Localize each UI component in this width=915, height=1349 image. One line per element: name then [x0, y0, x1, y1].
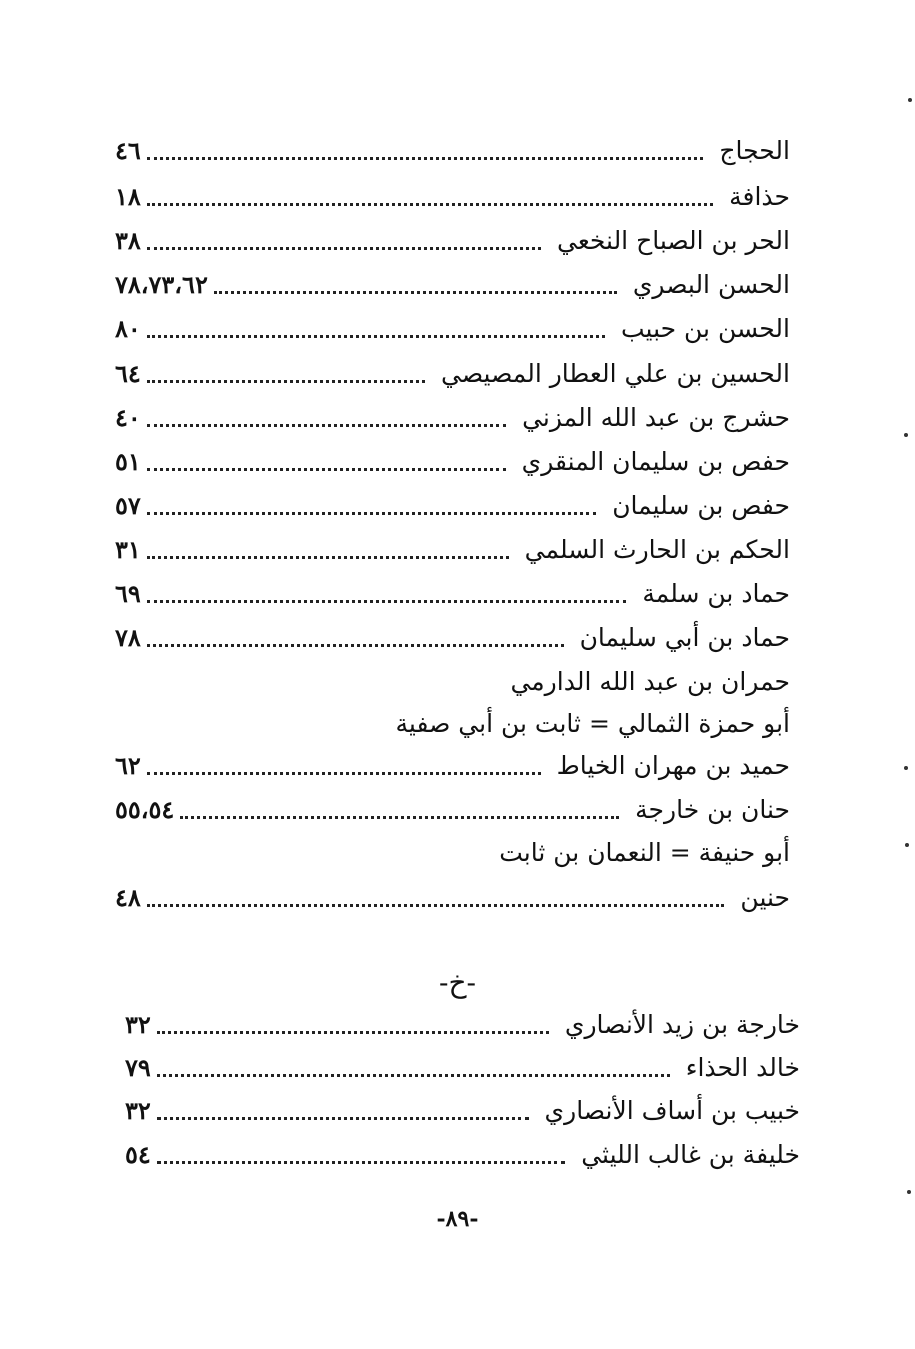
dot-leader: [157, 1009, 549, 1034]
dot-leader: [147, 313, 605, 338]
scan-speck: [907, 1190, 911, 1194]
dot-leader: [147, 446, 506, 471]
entry-name: حنان بن خارجة: [635, 794, 790, 824]
index-entry: [125, 1090, 800, 1130]
entry-pages: ٦٤: [115, 358, 141, 388]
entry-name: الحجاج: [719, 135, 790, 165]
entry-name: خارجة بن زيد الأنصاري: [564, 1009, 800, 1039]
entry-name: حميد بن مهران الخياط: [556, 750, 790, 780]
dot-leader: [147, 578, 627, 603]
dot-leader: [147, 181, 713, 206]
section-heading: -خ-: [439, 966, 476, 999]
index-entry: [115, 353, 790, 393]
scan-speck: [904, 433, 908, 437]
entry-name: خليفة بن غالب الليثي: [581, 1139, 800, 1169]
entry-pages: ٨٠: [115, 313, 141, 343]
scan-speck: [905, 843, 909, 847]
index-entry: [115, 877, 790, 917]
index-entry: [115, 176, 790, 216]
entry-name: أبو حنيفة = النعمان بن ثابت: [499, 837, 790, 867]
entry-name: خالد الحذاء: [685, 1052, 800, 1082]
dot-leader: [147, 135, 704, 160]
entry-name: حماد بن أبي سليمان: [579, 622, 790, 652]
entry-name: حماد بن سلمة: [642, 578, 790, 608]
index-entry: [115, 130, 790, 170]
index-entry: [115, 529, 790, 569]
entry-name: حذافة: [729, 181, 790, 211]
entry-pages: ٣٢: [125, 1095, 151, 1125]
index-entry: [115, 264, 790, 304]
entry-pages: ١٨: [115, 181, 141, 211]
entry-pages: ٥١: [115, 446, 141, 476]
entry-pages: ٤٠: [115, 402, 141, 432]
entry-pages: ٧٨: [115, 622, 141, 652]
entry-pages: ٥٤: [125, 1139, 151, 1169]
dot-leader: [180, 794, 619, 819]
entry-name: الحسن بن حبيب: [620, 313, 790, 343]
dot-leader: [147, 358, 425, 383]
entry-name: حفص بن سليمان: [612, 490, 790, 520]
index-entry: [115, 397, 790, 437]
index-entry: [125, 1047, 800, 1087]
entry-pages: ٣٨: [115, 225, 141, 255]
dot-leader: [147, 402, 506, 427]
index-entry: [115, 441, 790, 481]
entry-name: أبو حمزة الثمالي = ثابت بن أبي صفية: [395, 708, 790, 738]
index-entry: [115, 832, 790, 872]
index-entry: [115, 703, 790, 743]
entry-pages: ٦٩: [115, 578, 141, 608]
entry-pages: ٥٧: [115, 490, 141, 520]
index-entry: [125, 1134, 800, 1174]
index-entry: [115, 745, 790, 785]
entry-pages: ٥٥،٥٤: [115, 794, 175, 824]
index-entry: [115, 789, 790, 829]
dot-leader: [147, 882, 725, 907]
entry-pages: ٧٩: [125, 1052, 151, 1082]
index-entry: [115, 617, 790, 657]
entry-name: حنين: [740, 882, 790, 912]
entry-pages: ٤٨: [115, 882, 141, 912]
entry-pages: ٣١: [115, 534, 141, 564]
entry-name: حشرج بن عبد الله المزني: [522, 402, 790, 432]
dot-leader: [147, 622, 564, 647]
entry-pages: ٦٢: [115, 750, 141, 780]
dot-leader: [147, 534, 509, 559]
entry-name: حمران بن عبد الله الدارمي: [510, 666, 790, 696]
dot-leader: [147, 490, 596, 515]
entry-pages: ٤٦: [115, 135, 141, 165]
dot-leader: [157, 1139, 565, 1164]
entry-name: خبيب بن أساف الأنصاري: [544, 1095, 800, 1125]
page-number: -٨٩-: [436, 1206, 479, 1232]
index-entry: [115, 220, 790, 260]
entry-name: حفص بن سليمان المنقري: [521, 446, 790, 476]
index-entry: [115, 661, 790, 701]
scan-speck: [908, 98, 912, 102]
dot-leader: [157, 1052, 670, 1077]
dot-leader: [157, 1095, 529, 1120]
entry-name: الحر بن الصباح النخعي: [556, 225, 790, 255]
index-entry: [115, 485, 790, 525]
index-entry: [115, 573, 790, 613]
entry-pages: ٧٨،٧٣،٦٢: [115, 269, 208, 299]
entry-name: الحسين بن علي العطار المصيصي: [441, 358, 790, 388]
entry-pages: ٣٢: [125, 1009, 151, 1039]
dot-leader: [147, 225, 541, 250]
entry-name: الحكم بن الحارث السلمي: [524, 534, 790, 564]
entry-name: الحسن البصري: [632, 269, 790, 299]
index-entry: [125, 1004, 800, 1044]
scan-speck: [904, 766, 908, 770]
index-entry: [115, 308, 790, 348]
dot-leader: [147, 750, 541, 775]
dot-leader: [214, 269, 617, 294]
